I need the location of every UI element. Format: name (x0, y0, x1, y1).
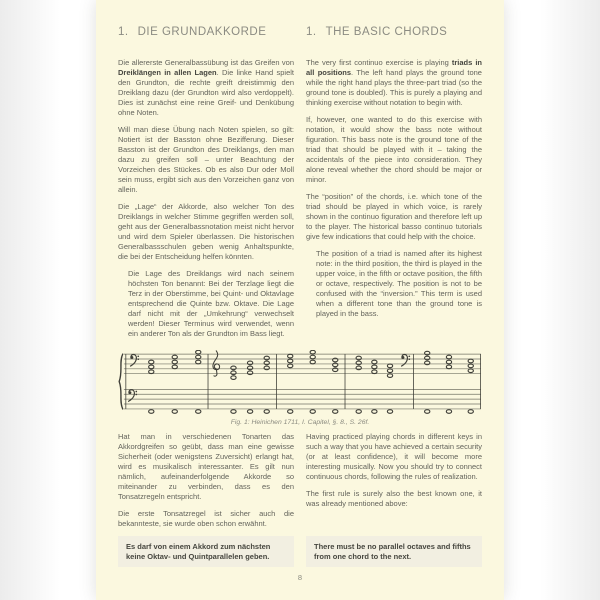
whole-note (264, 356, 269, 360)
whole-note (288, 364, 293, 368)
whole-note (149, 365, 154, 369)
paragraph: Die Lage des Dreiklangs wird nach seinem höchsten Ton benannt: Bei der Terzlage liegt die Terz in der Oberstimme, bei Quint- und Oktavlage entsprechend die Quinte bzw. Oktave. Die Lage darf nicht mit der „Umkehrung“ verwechselt werden! Dieser Terminus wird verwendet, wenn ein anderer Ton als der Grundton im Bass liegt. (128, 269, 294, 338)
whole-note (446, 360, 451, 364)
whole-note (356, 366, 361, 370)
whole-note (288, 354, 293, 358)
german-lower-paragraphs (118, 432, 294, 536)
whole-note (356, 361, 361, 365)
whole-note (372, 370, 377, 374)
whole-note (196, 410, 201, 414)
paragraph: The position of a triad is named after its highest note: in the third position, the third is played in the upper voice, in the fifth or octave position, the fifth or octave, respectively. The position is not to be confused with the “inversion.” This term is used when a different tone than the ground tone is played in the bass. (316, 249, 482, 318)
bass-clef-icon (137, 355, 139, 357)
whole-note (310, 360, 315, 364)
whole-note (264, 366, 269, 370)
bass-clef-icon (128, 391, 131, 394)
whole-note (231, 376, 236, 380)
heading-german (118, 26, 294, 38)
whole-note (446, 410, 451, 414)
english-column-lower (306, 432, 482, 567)
upper-text-row (118, 58, 482, 346)
whole-note (172, 410, 177, 414)
whole-note (310, 355, 315, 359)
paragraph: The “position” of the chords, i.e. which tone of the triad should be played in which voice, is rarely shown in the continuo figuration and therefore left up to the player. The historical basso continuo tutorials give few indications that could help with the choice. (306, 192, 482, 241)
whole-note (446, 365, 451, 369)
paragraph: Die „Lage“ der Akkorde, also welcher Ton des Dreiklangs in welcher Stimme gegriffen werden soll, geht aus der Generalbassnotation meist nicht hervor und wird dem Spieler überlassen. Die historischen Generalbassschulen geben wenig Anhaltspunkte, die bei der Entscheidung helfen könnten. (118, 202, 294, 261)
heading-english-number: 1. (306, 26, 317, 38)
whole-note (231, 366, 236, 370)
bass-clef-icon (135, 394, 137, 396)
whole-note (333, 363, 338, 367)
whole-note (425, 356, 430, 360)
whole-note (333, 368, 338, 372)
whole-note (247, 371, 252, 375)
paragraph: Hat man in verschiedenen Tonarten das Akkordgreifen so geübt, dass man eine gewisse Sicherheit (oder wenigstens Zuversicht) erlangt hat, wird es musikalisch interessanter. Es gilt nun nämlich, aufeinanderfolgende Akkorde so miteinander zu verbinden, dass es den Tonsatzregeln entspricht. (118, 432, 294, 501)
paragraph: If, however, one wanted to do this exercise with notation, it would show the bass note without figuration. This bass note is the ground tone of the triad that should be played with it – taking the accidentals of the piece into consideration. They alone reveal whether the chord should be major or minor. (306, 115, 482, 184)
whole-note (288, 410, 293, 414)
whole-note (149, 360, 154, 364)
whole-note (387, 364, 392, 368)
whole-note (387, 369, 392, 373)
bass-clef-icon (401, 356, 404, 359)
whole-note (149, 370, 154, 374)
whole-note (372, 410, 377, 414)
german-column-upper (118, 58, 294, 346)
whole-note (356, 356, 361, 360)
english-lower-paragraphs (306, 432, 482, 516)
whole-note (247, 410, 252, 414)
paragraph: Die erste Tonsatzregel ist sicher auch die bekannteste, sie wurde oben schon erwähnt. (118, 509, 294, 528)
whole-note (356, 410, 361, 414)
whole-note (468, 410, 473, 414)
whole-note (387, 374, 392, 378)
paragraph: Having practiced playing chords in different keys in such a way that you have achieved a certain security (or at least confidence), it will become more interesting musically. Now you should try to connect continuous chords, following the rules of realization. (306, 432, 482, 481)
whole-note (372, 360, 377, 364)
figure-caption: Fig. 1: Heinichen 1711, I. Capitel, §. 8., S. 26f. (230, 419, 370, 426)
book-page (96, 0, 504, 600)
whole-note (425, 361, 430, 365)
whole-note (333, 410, 338, 414)
paragraph: Die allererste Generalbassübung ist das Greifen von Dreiklängen in allen Lagen. Die linke Hand spielt den Grundton, die rechte greift dreistimmig den Dreiklang dazu (der Grundton wird also verdoppelt). Dies ist zunächst eine reine Greif- und Denkübung ohne Noten. (118, 58, 294, 117)
whole-note (196, 350, 201, 354)
heading-german-text: DIE GRUNDAKKORDE (137, 26, 267, 38)
whole-note (149, 410, 154, 414)
whole-note (468, 369, 473, 373)
whole-note (231, 371, 236, 375)
music-notation (118, 350, 482, 415)
german-column-lower (118, 432, 294, 567)
bass-clef-icon (408, 355, 410, 357)
whole-note (446, 355, 451, 359)
page-number: 8 (297, 573, 303, 582)
whole-note (231, 410, 236, 414)
whole-note (468, 364, 473, 368)
treble-clef-icon (213, 351, 220, 376)
bass-clef-icon (408, 358, 410, 360)
whole-note (468, 359, 473, 363)
whole-note (372, 365, 377, 369)
heading-german-number: 1. (118, 26, 129, 38)
heading-english (306, 26, 482, 38)
paragraph: The first rule is surely also the best known one, it was already mentioned above: (306, 489, 482, 508)
whole-note (425, 410, 430, 414)
bass-clef-icon (135, 391, 137, 393)
whole-note (247, 361, 252, 365)
whole-note (310, 410, 315, 414)
german-rule-box: Es darf von einem Akkord zum nächsten keine Oktav- und Quintparallelen geben. (118, 536, 294, 567)
bass-clef-icon (130, 356, 133, 359)
paragraph: The very first continuo exercise is playing triads in all positions. The left hand plays the ground tone while the right hand plays the three-part triad (so the ground tone is doubled). This is purely a playing and thinking exercise without notation to begin with. (306, 58, 482, 107)
whole-note (333, 358, 338, 362)
heading-english-text: THE BASIC CHORDS (325, 26, 448, 38)
whole-note (264, 410, 269, 414)
paragraph: Will man diese Übung nach Noten spielen, so gilt: Notiert ist der Basston ohne Bezifferung. Dieser Basston ist der Grundton des Dreiklangs, den man dazu zu greifen soll – unter Beachtung der Vorzeichen des Stückes. Ob es also Dur oder Moll sein muss, ergibt sich aus den Vorzeichen ganz von allein. (118, 125, 294, 194)
bass-clef-icon (137, 358, 139, 360)
whole-note (172, 360, 177, 364)
english-column-upper (306, 58, 482, 346)
whole-note (425, 351, 430, 355)
whole-note (196, 360, 201, 364)
system-brace (119, 354, 123, 409)
whole-note (288, 359, 293, 363)
whole-note (172, 365, 177, 369)
whole-note (247, 366, 252, 370)
music-example-figure (118, 350, 482, 426)
whole-note (264, 361, 269, 365)
english-rule-box: There must be no parallel octaves and fifths from one chord to the next. (306, 536, 482, 567)
whole-note (172, 355, 177, 359)
lower-text-row (118, 432, 482, 567)
whole-note (387, 410, 392, 414)
whole-note (196, 355, 201, 359)
whole-note (310, 350, 315, 354)
heading-row (118, 26, 482, 58)
